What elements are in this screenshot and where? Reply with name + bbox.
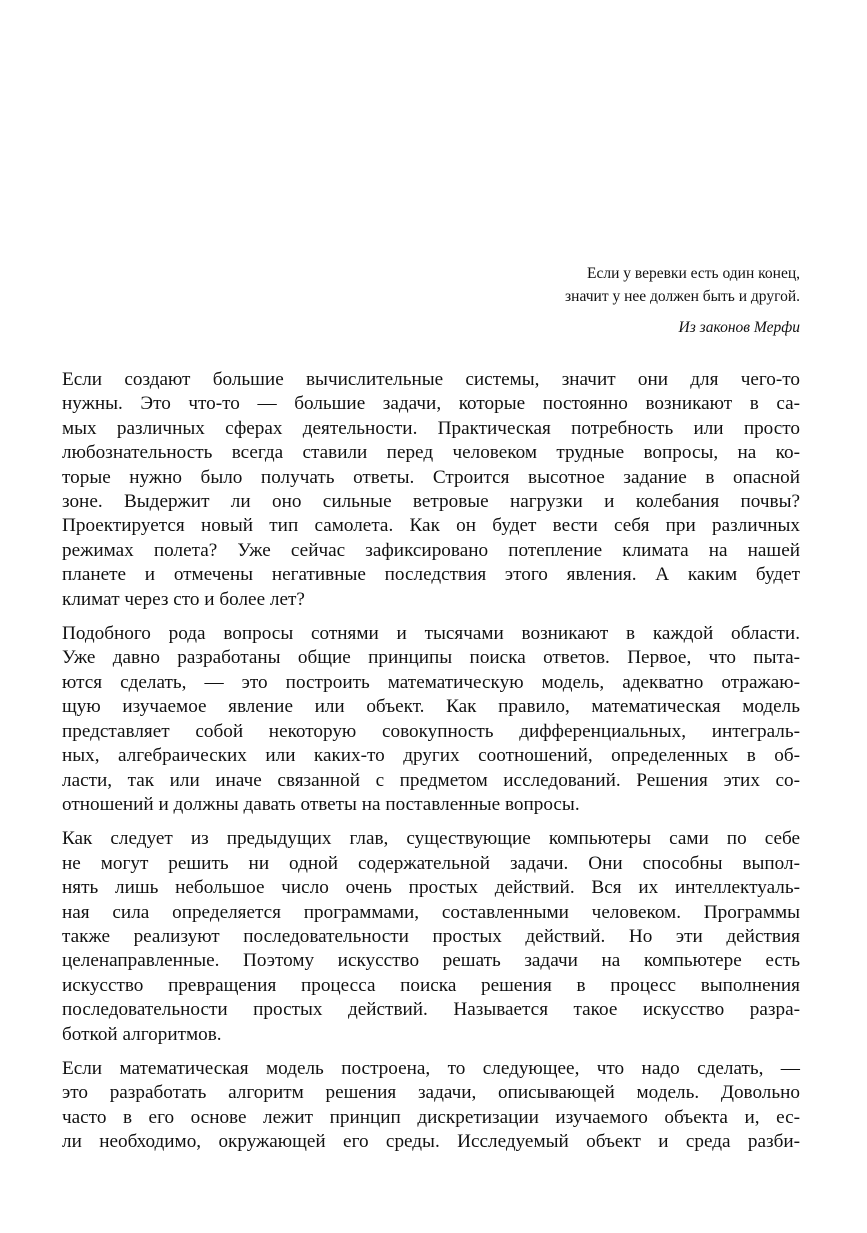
paragraph [62,827,800,1047]
paragraph [62,622,800,817]
text-line: целенаправленные. Поэтому искусство решать задачи на компьютере есть [62,950,800,972]
text-line: Подобного рода вопросы сотнями и тысячами возникают в каждой области. [62,623,800,645]
text-line: последовательности простых действий. Называется такое искусство разра- [62,999,800,1021]
paragraph [62,1057,800,1155]
text-line: нужны. Это что-то — большие задачи, которые постоянно возникают в са- [62,393,800,415]
text-line: не могут решить ни одной содержательной задачи. Они способны выпол- [62,852,800,874]
text-line: Как следует из предыдущих глав, существующие компьютеры сами по себе [62,828,800,850]
text-line: климат через сто и более лет? [62,588,305,610]
paragraph [62,368,800,612]
text-line: ласти, так или иначе связанной с предметом исследований. Решения этих со- [62,769,800,791]
text-line: также реализуют последовательности простых действий. Но эти действия [62,925,800,947]
text-line: Уже давно разработаны общие принципы поиска ответов. Первое, что пыта- [62,647,800,669]
text-line: отношений и должны давать ответы на поставленные вопросы. [62,793,580,815]
text-line: ются сделать, — это построить математическую модель, адекватно отражаю- [62,671,800,693]
epigraph [62,262,800,339]
text-line: представляет собой некоторую совокупность дифференциальных, интеграль- [62,720,800,742]
text-line: ных, алгебраических или каких-то других соотношений, определенных в об- [62,745,800,767]
epigraph-line: Если у веревки есть один конец, [587,265,800,282]
text-line: торые нужно было получать ответы. Строится высотное задание в опасной [62,466,800,488]
text-line: мых различных сферах деятельности. Практическая потребность или просто [62,417,800,439]
text-line: ли необходимо, окружающей его среды. Исследуемый объект и среда разби- [62,1131,800,1153]
text-line: Если математическая модель построена, то следующее, что надо сделать, — [62,1057,800,1079]
text-line: режимах полета? Уже сейчас зафиксировано потепление климата на нашей [62,539,800,561]
text-line: это разработать алгоритм решения задачи, описывающей модель. Довольно [62,1082,800,1104]
epigraph-line: значит у нее должен быть и другой. [565,288,800,305]
text-line: искусство превращения процесса поиска решения в процесс выполнения [62,974,800,996]
text-line: боткой алгоритмов. [62,1023,222,1045]
epigraph-source: Из законов Мерфи [678,319,800,336]
text-line: нять лишь небольшое число очень простых действий. Вся их интеллектуаль- [62,877,800,899]
text-line: щую изучаемое явление или объект. Как правило, математическая модель [62,696,800,718]
book-page [62,262,800,1165]
text-line: часто в его основе лежит принцип дискретизации изучаемого объекта и, ес- [62,1106,800,1128]
text-line: Проектируется новый тип самолета. Как он будет вести себя при различных [62,515,800,537]
text-line: ная сила определяется программами, составленными человеком. Программы [62,901,800,923]
body-text [62,368,800,1155]
text-line: планете и отмечены негативные последствия этого явления. А каким будет [62,564,800,586]
text-line: любознательность всегда ставили перед человеком трудные вопросы, на ко- [62,442,800,464]
text-line: зоне. Выдержит ли оно сильные ветровые нагрузки и колебания почвы? [62,491,800,513]
text-line: Если создают большие вычислительные системы, значит они для чего-то [62,369,800,390]
